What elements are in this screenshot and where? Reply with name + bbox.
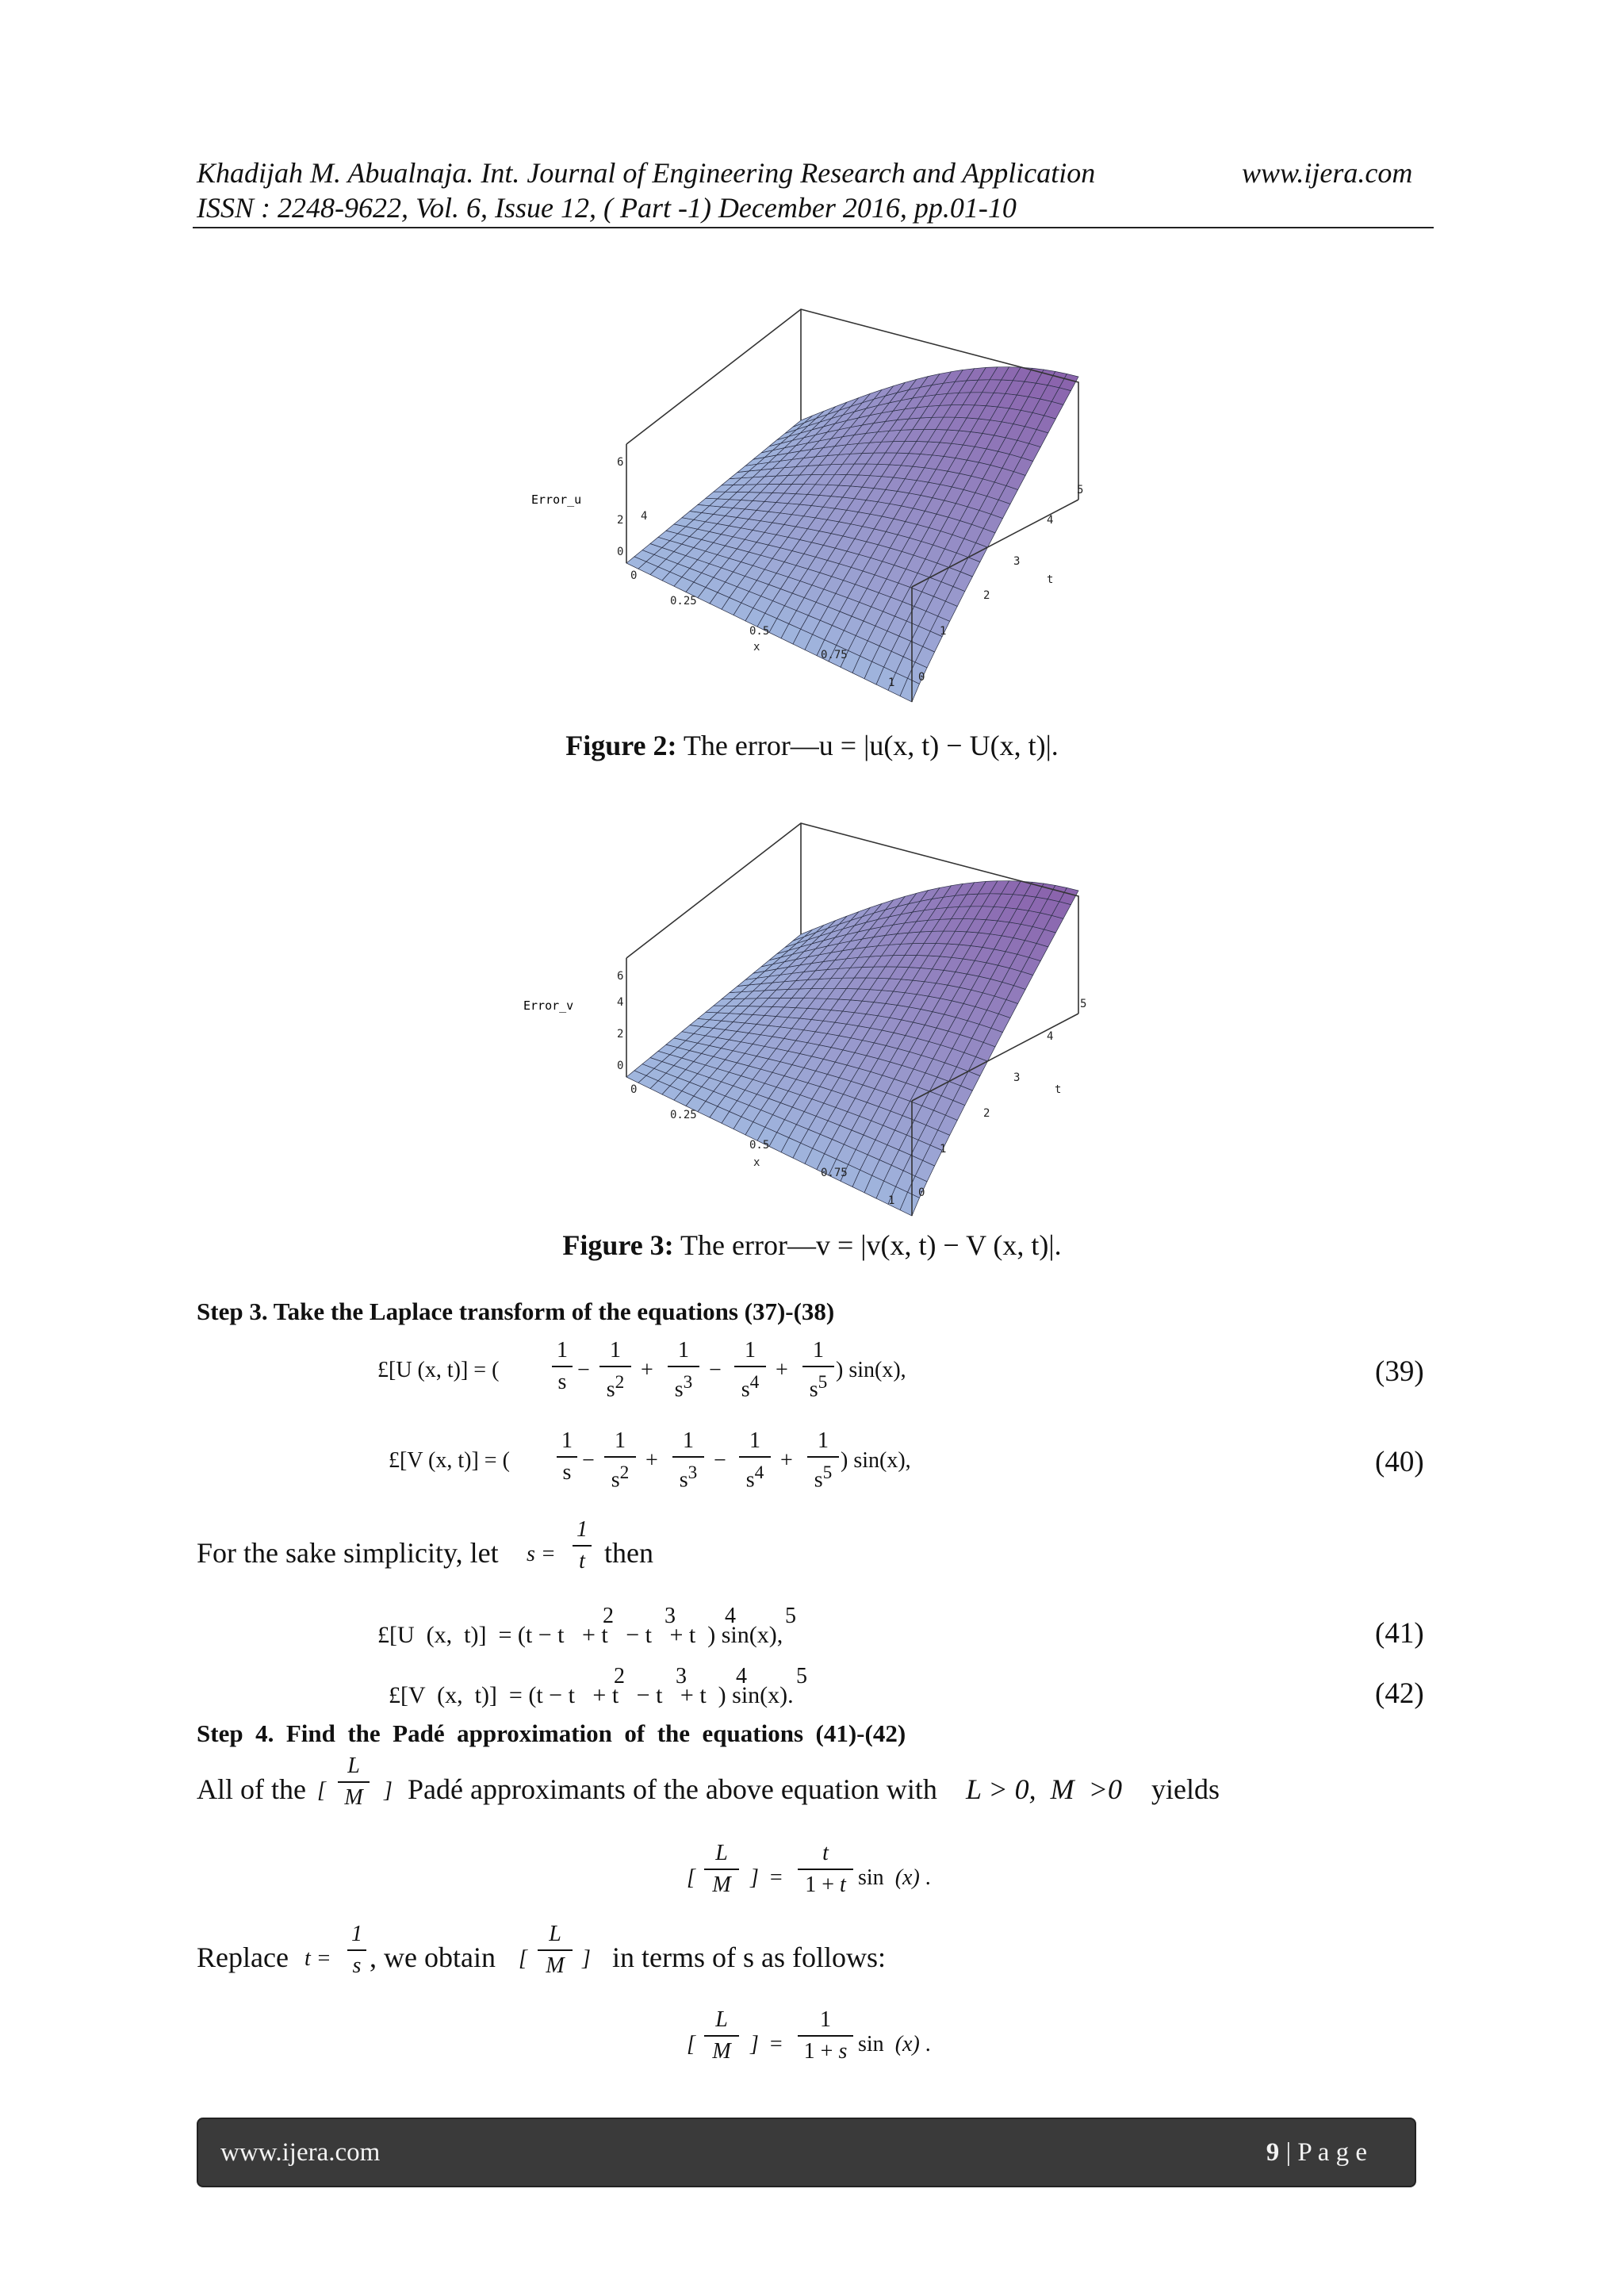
x-tick: 1: [888, 677, 895, 689]
t-over-1-plus-t: t 1 + t: [798, 1842, 853, 1897]
we-obtain-text: , we obtain: [370, 1941, 496, 1973]
x-tick: 0.5: [749, 1139, 770, 1152]
x-tick: 0: [630, 569, 638, 582]
t-tick: 2: [983, 589, 990, 602]
z-tick: 4: [641, 510, 648, 523]
error-u-surface: [626, 367, 1078, 702]
z-tick: 6: [617, 970, 624, 983]
pade-lm-2: L M: [538, 1922, 573, 1978]
eq39-term-1: 1 s: [552, 1339, 573, 1394]
footer-page: [1266, 2119, 1367, 2186]
figure-3-caption: [0, 1228, 1624, 1263]
t-tick: 3: [1013, 1071, 1021, 1084]
t-tick: 4: [1047, 514, 1054, 527]
z-tick: 0: [617, 546, 624, 558]
pade-intro-text: All of the: [197, 1773, 306, 1805]
eq41-number: (41): [1375, 1617, 1424, 1650]
then-text: then: [604, 1537, 653, 1569]
eq40-number: (40): [1375, 1446, 1424, 1478]
t-tick: 2: [983, 1107, 990, 1120]
x-tick: 0.75: [821, 1167, 848, 1179]
t-tick: 5: [1077, 484, 1084, 496]
in-terms-text: in terms of s as follows:: [612, 1941, 886, 1973]
eq39-number: (39): [1375, 1355, 1424, 1388]
t-axis-label: t: [1055, 1083, 1062, 1096]
simplicity-text: For the sake simplicity, let: [197, 1537, 499, 1569]
eq40-term-5: 1 $s^5$: [807, 1429, 839, 1492]
page-label: | P a g e: [1285, 2138, 1367, 2167]
x-tick: 0.75: [821, 649, 848, 661]
one-over-s: 1 s: [347, 1922, 366, 1978]
step-3-heading: Step 3. Take the Laplace transform of the equations (37)-(38): [197, 1297, 835, 1325]
z-tick: 6: [617, 456, 624, 469]
eq42-expression: £[V (x, t)] = (t − t + t − t + t ) sin(x).: [389, 1682, 794, 1708]
page-number: 9: [1266, 2138, 1280, 2167]
eq39-tail: ) sin(x),: [836, 1358, 906, 1382]
figure-2-caption-text: The error—u = |u(x, t) − U(x, t)|.: [683, 730, 1059, 761]
header-url: www.ijera.com: [1242, 157, 1413, 189]
z-axis-label: Error_u: [531, 493, 582, 507]
figure-2-caption: [0, 728, 1624, 763]
header-issn-line: ISSN : 2248-9622, Vol. 6, Issue 12, ( Part -1) December 2016, pp.01-10: [197, 192, 1017, 224]
pade-condition: L > 0, M >0: [966, 1773, 1122, 1805]
t-tick: 0: [918, 671, 925, 684]
eq40-term-2: 1 $s^2$: [604, 1429, 636, 1492]
x-axis-label: x: [753, 1156, 760, 1169]
eq39-lhs: £[U (x, t)] = (: [377, 1358, 500, 1382]
t-tick: 3: [1013, 555, 1021, 568]
eq39-term-3: 1 $s^3$: [668, 1339, 699, 1401]
header-rule: [193, 227, 1434, 228]
figure-2-surface-plot: [508, 286, 1110, 706]
sin-x-2: sin (x) .: [858, 2032, 931, 2056]
pade-description: Padé approximants of the above equation with: [408, 1773, 937, 1805]
yields-text: yields: [1151, 1773, 1220, 1805]
figure-3-surface-plot: [508, 799, 1110, 1220]
header-journal-line: Khadijah M. Abualnaja. Int. Journal of Engineering Research and Application: [197, 157, 1096, 189]
eq40-tail: ) sin(x),: [841, 1448, 911, 1473]
z-tick: 2: [617, 514, 624, 527]
one-over-t: 1 t: [573, 1518, 592, 1573]
eq40-term-4: 1 $s^4$: [739, 1429, 771, 1492]
page-footer: [197, 2118, 1416, 2187]
eq40-lhs: £[V (x, t)] = (: [389, 1448, 510, 1473]
x-tick: 0.5: [749, 625, 770, 638]
z-tick: 4: [617, 996, 624, 1009]
eq39-term-5: 1 $s^5$: [802, 1339, 834, 1401]
t-tick: 5: [1080, 998, 1087, 1010]
one-over-1-plus-s: 1 1 + s: [798, 2008, 853, 2064]
x-tick: 1: [888, 1194, 895, 1207]
pade-lm-1: L M: [704, 1842, 739, 1897]
t-axis-label: t: [1047, 573, 1054, 586]
figure-3-caption-text: The error—v = |v(x, t) − V (x, t)|.: [680, 1229, 1062, 1261]
l-over-m: L M: [338, 1754, 370, 1810]
t-tick: 0: [918, 1186, 925, 1199]
eq40-term-1: 1 s: [557, 1429, 577, 1485]
error-v-surface: [626, 881, 1078, 1216]
eq39-term-4: 1 $s^4$: [734, 1339, 766, 1401]
eq39-term-2: 1 $s^2$: [599, 1339, 631, 1401]
replace-text: Replace: [197, 1941, 289, 1973]
s-equals: s =: [527, 1542, 556, 1566]
t-tick: 1: [940, 625, 947, 638]
figure-3-label: Figure 3:: [562, 1229, 674, 1261]
t-tick: 1: [940, 1143, 947, 1156]
step-4-heading: Step 4. Find the Padé approximation of the equations (41)-(42): [197, 1719, 906, 1747]
z-tick: 0: [617, 1060, 624, 1072]
x-tick: 0.25: [670, 1109, 697, 1121]
x-axis-label: x: [753, 641, 760, 654]
figure-2-label: Figure 2:: [565, 730, 677, 761]
sin-x-1: sin (x) .: [858, 1865, 931, 1890]
eq41-expression: £[U (x, t)] = (t − t + t − t + t ) sin(x),: [377, 1622, 783, 1648]
footer-url: www.ijera.com: [220, 2138, 381, 2167]
x-tick: 0.25: [670, 595, 697, 608]
z-tick: 2: [617, 1028, 624, 1041]
t-equals: t =: [304, 1946, 331, 1971]
pade-lm-3: L M: [704, 2008, 739, 2064]
eq42-number: (42): [1375, 1677, 1424, 1710]
z-axis-label: Error_v: [523, 999, 574, 1013]
x-tick: 0: [630, 1083, 638, 1096]
eq40-term-3: 1 $s^3$: [672, 1429, 704, 1492]
t-tick: 4: [1047, 1030, 1054, 1043]
